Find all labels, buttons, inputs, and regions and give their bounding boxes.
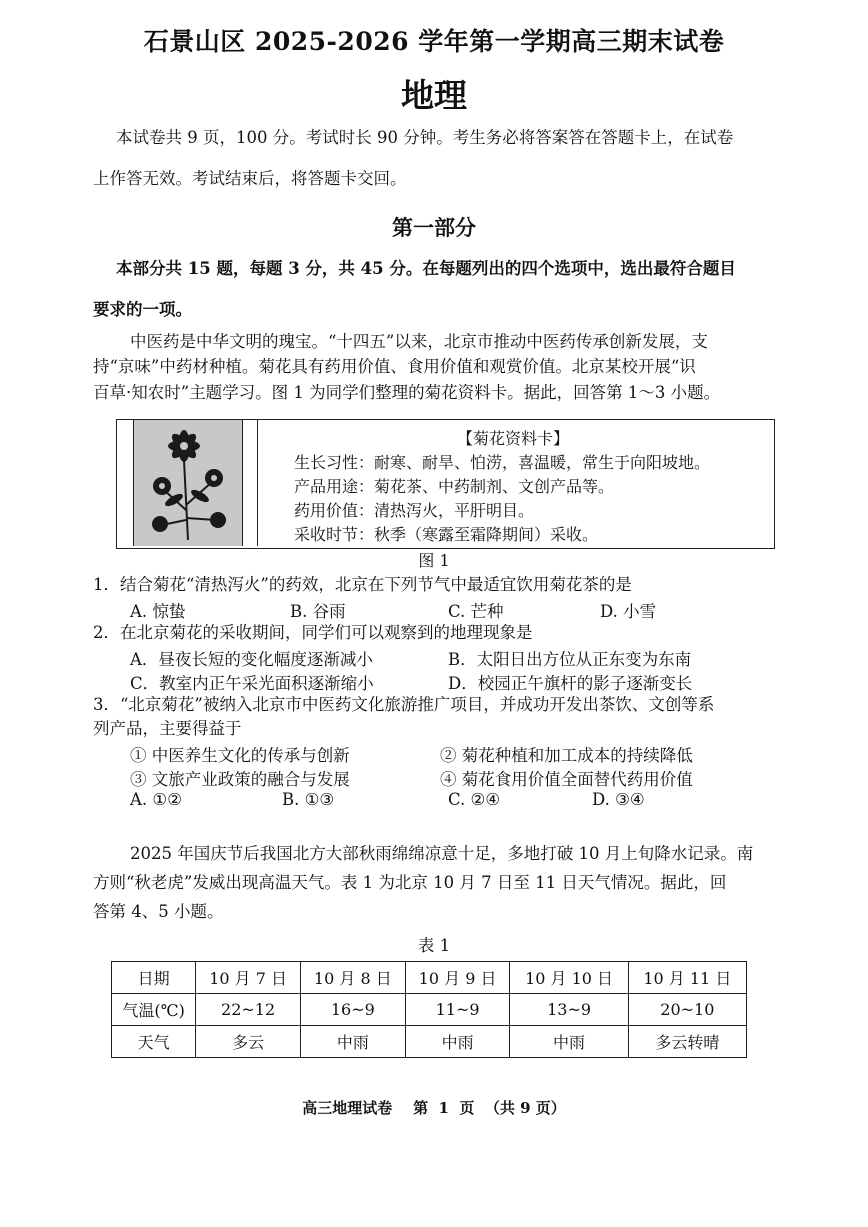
table-row-weather <box>112 1026 747 1058</box>
table-cell: 11~9 <box>405 994 510 1026</box>
table-cell: 16~9 <box>300 994 405 1026</box>
exam-title: 石景山区 2025-2026 学年第一学期高三期末试卷 <box>143 27 725 56</box>
section-intro-line-2: 要求的一项。 <box>93 300 192 319</box>
table-cell: 10 月 8 日 <box>300 962 405 994</box>
subject-title: 地理 <box>401 76 467 115</box>
chrysanthemum-info-card <box>116 419 775 549</box>
passage2-line-3: 答第 4、5 小题。 <box>93 902 224 921</box>
table-cell: 日期 <box>112 962 196 994</box>
q3-option-a: A. ①② <box>130 790 182 809</box>
q1-option-c: C. 芒种 <box>448 602 504 621</box>
chrysanthemum-illustration <box>134 420 242 546</box>
section-title: 第一部分 <box>392 215 476 240</box>
q3-item-1: ① 中医养生文化的传承与创新 <box>130 746 350 765</box>
table-row-date <box>112 962 747 994</box>
q2-stem: 2．在北京菊花的采收期间，同学们可以观察到的地理现象是 <box>93 623 533 642</box>
q2-option-d: D．校园正午旗杆的影子逐渐变长 <box>448 674 693 693</box>
card-line-medicinal: 药用价值：清热泻火，平肝明目。 <box>294 501 535 520</box>
instructions-line-2: 上作答无效。考试结束后，将答题卡交回。 <box>93 169 407 188</box>
q3-item-2: ② 菊花种植和加工成本的持续降低 <box>440 746 693 765</box>
q3-item-3: ③ 文旅产业政策的融合与发展 <box>130 770 350 789</box>
card-line-usage: 产品用途：菊花茶、中药制剂、文创产品等。 <box>294 477 615 496</box>
q3-option-c: C. ②④ <box>448 790 501 809</box>
table-cell: 20~10 <box>628 994 746 1026</box>
table-cell: 中雨 <box>405 1026 510 1058</box>
q3-stem-line-2: 列产品，主要得益于 <box>93 719 242 738</box>
q3-option-d: D. ③④ <box>592 790 645 809</box>
q3-item-4: ④ 菊花食用价值全面替代药用价值 <box>440 770 693 789</box>
q1-option-b: B. 谷雨 <box>290 602 346 621</box>
table-cell: 22~12 <box>196 994 301 1026</box>
table-cell: 10 月 10 日 <box>510 962 628 994</box>
instructions-line-1: 本试卷共 9 页，100 分。考试时长 90 分钟。考生务必将答案答在答题卡上，在试卷 <box>116 128 734 147</box>
passage1-line-3: 百草·知农时”主题学习。图 1 为同学们整理的菊花资料卡。据此，回答第 1～3 小题。 <box>93 383 721 402</box>
table-cell: 中雨 <box>510 1026 628 1058</box>
card-text <box>257 420 768 546</box>
passage2-line-1: 2025 年国庆节后我国北方大部秋雨绵绵凉意十足，多地打破 10 月上旬降水记录。南 <box>130 844 754 863</box>
weather-table <box>111 961 747 1058</box>
page-footer: 高三地理试卷 第 1 页 （共 9 页） <box>302 1099 566 1117</box>
table-cell: 10 月 9 日 <box>405 962 510 994</box>
table-row-temperature <box>112 994 747 1026</box>
card-line-growth: 生长习性：耐寒、耐旱、怕涝，喜温暖，常生于向阳坡地。 <box>294 453 711 472</box>
table-cell: 多云 <box>196 1026 301 1058</box>
passage2-line-2: 方则“秋老虎”发威出现高温天气。表 1 为北京 10 月 7 日至 11 日天气情况。据此，回 <box>93 873 727 892</box>
section-intro-line-1: 本部分共 15 题，每题 3 分，共 45 分。在每题列出的四个选项中，选出最符合题目 <box>116 259 736 278</box>
table-cell: 中雨 <box>300 1026 405 1058</box>
q2-option-a: A．昼夜长短的变化幅度逐渐减小 <box>130 650 373 669</box>
q1-stem: 1．结合菊花“清热泻火”的药效，北京在下列节气中最适宜饮用菊花茶的是 <box>93 575 632 594</box>
table-cell: 13~9 <box>510 994 628 1026</box>
chrysanthemum-photo <box>133 420 243 546</box>
table-cell: 10 月 7 日 <box>196 962 301 994</box>
q1-option-d: D. 小雪 <box>600 602 657 621</box>
table-cell: 气温(℃) <box>112 994 196 1026</box>
passage1-line-1: 中医药是中华文明的瑰宝。“十四五”以来，北京市推动中医药传承创新发展，支 <box>130 332 708 351</box>
table-cell: 10 月 11 日 <box>628 962 746 994</box>
q3-option-b: B. ①③ <box>282 790 335 809</box>
card-title: 【菊花资料卡】 <box>456 429 569 448</box>
table-caption: 表 1 <box>417 936 451 955</box>
card-line-harvest: 采收时节：秋季（寒露至霜降期间）采收。 <box>294 525 599 544</box>
passage1-line-2: 持“京味”中药材种植。菊花具有药用价值、食用价值和观赏价值。北京某校开展“识 <box>93 357 696 376</box>
q1-option-a: A. 惊蛰 <box>130 602 186 621</box>
q3-stem-line-1: 3．“北京菊花”被纳入北京市中医药文化旅游推广项目，并成功开发出茶饮、文创等系 <box>93 695 715 714</box>
q2-option-b: B．太阳日出方位从正东变为东南 <box>448 650 692 669</box>
figure-caption: 图 1 <box>418 551 450 570</box>
table-cell: 天气 <box>112 1026 196 1058</box>
table-cell: 多云转晴 <box>628 1026 746 1058</box>
q2-option-c: C．教室内正午采光面积逐渐缩小 <box>130 674 374 693</box>
